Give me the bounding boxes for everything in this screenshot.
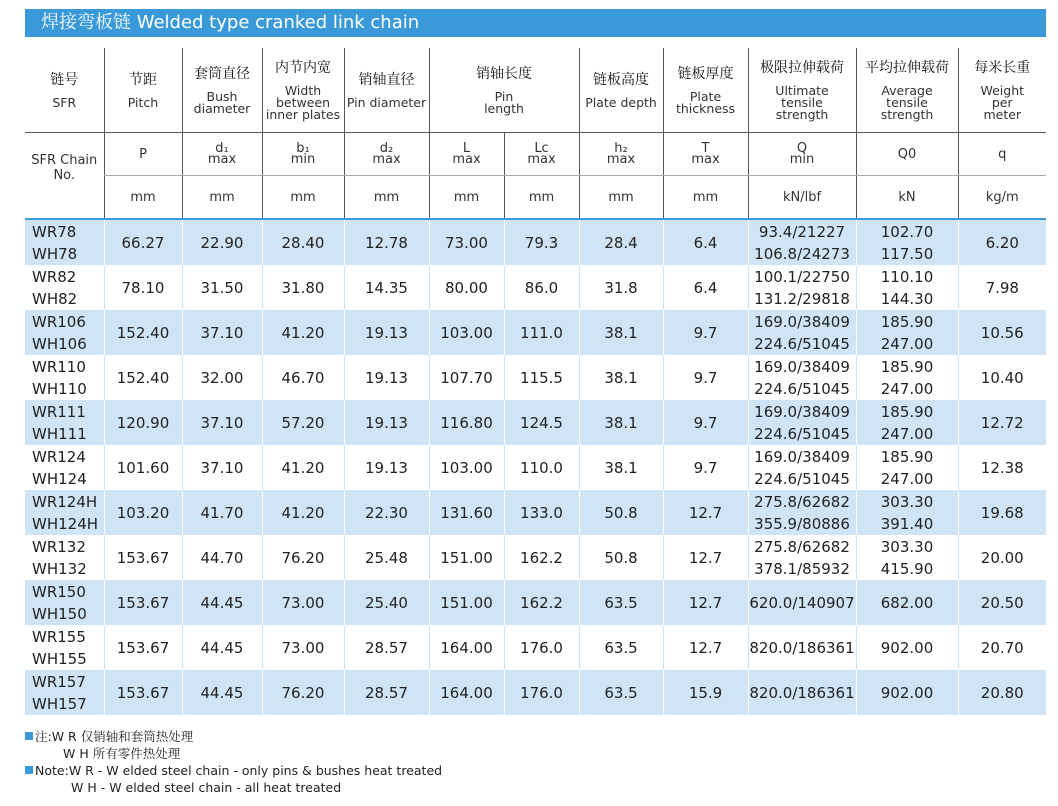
cell-pitch: 153.67 [104, 580, 182, 625]
cell-chain-no: WR150 WH150 [25, 580, 104, 625]
notes [25, 728, 442, 796]
cell-bush-diameter: 31.50 [182, 265, 262, 310]
cell-chain-no: WR157 WH157 [25, 670, 104, 715]
header-weight: 每米长重 Weight per meter [958, 48, 1046, 133]
cell-pin-diameter: 19.13 [344, 400, 429, 445]
cell-pin-diameter: 19.13 [344, 355, 429, 400]
cell-inner-width: 46.70 [262, 355, 344, 400]
cell-pin-diameter: 25.48 [344, 535, 429, 580]
cell-plate-depth: 63.5 [579, 580, 663, 625]
symbol-plate-depth: h₂ max [579, 133, 663, 176]
cell-pin-length-l: 107.70 [429, 355, 504, 400]
cell-pitch: 103.20 [104, 490, 182, 535]
cell-average-tensile: 303.30 415.90 [856, 535, 958, 580]
note-cn-2: W H 所有零件热处理 [63, 746, 181, 761]
header-bush-diameter: 套筒直径 Bush diameter [182, 48, 262, 133]
cell-plate-thickness: 6.4 [663, 219, 748, 265]
header-pin-length: 销轴长度 Pin length [429, 48, 579, 133]
cell-pin-length-lc: 124.5 [504, 400, 579, 445]
cell-inner-width: 41.20 [262, 490, 344, 535]
header-chain-no: 链号 SFR [25, 48, 104, 133]
cell-chain-no: WR106 WH106 [25, 310, 104, 355]
cell-plate-thickness: 9.7 [663, 355, 748, 400]
cell-inner-width: 31.80 [262, 265, 344, 310]
header-row-symbols [25, 133, 1046, 176]
cell-ultimate-tensile: 169.0/38409 224.6/51045 [748, 400, 856, 445]
cell-ultimate-tensile: 275.8/62682 355.9/80886 [748, 490, 856, 535]
cell-pin-length-l: 151.00 [429, 535, 504, 580]
cell-bush-diameter: 37.10 [182, 445, 262, 490]
cell-pin-length-lc: 110.0 [504, 445, 579, 490]
cell-pitch: 153.67 [104, 670, 182, 715]
cell-bush-diameter: 41.70 [182, 490, 262, 535]
cell-plate-thickness: 6.4 [663, 265, 748, 310]
unit-pin-length-lc: mm [504, 176, 579, 220]
cell-plate-depth: 28.4 [579, 219, 663, 265]
cell-pin-diameter: 25.40 [344, 580, 429, 625]
cell-bush-diameter: 32.00 [182, 355, 262, 400]
cell-weight: 20.80 [958, 670, 1046, 715]
cell-ultimate-tensile: 169.0/38409 224.6/51045 [748, 310, 856, 355]
cell-pitch: 153.67 [104, 535, 182, 580]
unit-plate-thickness: mm [663, 176, 748, 220]
cell-plate-depth: 38.1 [579, 355, 663, 400]
cell-inner-width: 76.20 [262, 670, 344, 715]
cell-plate-depth: 38.1 [579, 310, 663, 355]
table-row [25, 219, 1046, 265]
cell-weight: 20.50 [958, 580, 1046, 625]
note-cn-1: 注:W R 仅销轴和套筒热处理 [25, 728, 442, 745]
symbol-inner-width: b₁ min [262, 133, 344, 176]
cell-pin-length-l: 73.00 [429, 219, 504, 265]
cell-ultimate-tensile: 275.8/62682 378.1/85932 [748, 535, 856, 580]
cell-bush-diameter: 37.10 [182, 400, 262, 445]
cell-weight: 12.72 [958, 400, 1046, 445]
cell-bush-diameter: 37.10 [182, 310, 262, 355]
symbol-ultimate-tensile: Q min [748, 133, 856, 176]
cell-inner-width: 28.40 [262, 219, 344, 265]
cell-inner-width: 73.00 [262, 580, 344, 625]
cell-pin-length-l: 116.80 [429, 400, 504, 445]
cell-plate-thickness: 12.7 [663, 490, 748, 535]
table-body [25, 219, 1046, 715]
cell-inner-width: 57.20 [262, 400, 344, 445]
cell-average-tensile: 185.90 247.00 [856, 310, 958, 355]
unit-weight: kg/m [958, 176, 1046, 220]
header-pitch: 节距 Pitch [104, 48, 182, 133]
cell-chain-no: WR82 WH82 [25, 265, 104, 310]
cell-plate-thickness: 12.7 [663, 580, 748, 625]
note-en-1: Note:W R - W elded steel chain - only pins & bushes heat treated [25, 762, 442, 779]
cell-plate-thickness: 9.7 [663, 445, 748, 490]
symbol-pin-diameter: d₂ max [344, 133, 429, 176]
table-row [25, 670, 1046, 715]
chain-spec-table [25, 48, 1046, 715]
cell-pin-length-lc: 111.0 [504, 310, 579, 355]
cell-plate-thickness: 9.7 [663, 400, 748, 445]
table-row [25, 580, 1046, 625]
cell-pin-length-l: 103.00 [429, 445, 504, 490]
cell-pin-length-lc: 176.0 [504, 670, 579, 715]
cell-pin-length-l: 151.00 [429, 580, 504, 625]
header-ultimate-tensile: 极限拉伸载荷 Ultimate tensile strength [748, 48, 856, 133]
cell-plate-thickness: 15.9 [663, 670, 748, 715]
table-row [25, 265, 1046, 310]
cell-pitch: 120.90 [104, 400, 182, 445]
cell-chain-no: WR155 WH155 [25, 625, 104, 670]
cell-bush-diameter: 44.70 [182, 535, 262, 580]
unit-plate-depth: mm [579, 176, 663, 220]
cell-pin-length-lc: 115.5 [504, 355, 579, 400]
unit-inner-width: mm [262, 176, 344, 220]
table-row [25, 400, 1046, 445]
header-row-names [25, 48, 1046, 133]
table-row [25, 310, 1046, 355]
unit-ultimate-tensile: kN/lbf [748, 176, 856, 220]
cell-pitch: 66.27 [104, 219, 182, 265]
symbol-pitch: P [104, 133, 182, 176]
cell-pitch: 153.67 [104, 625, 182, 670]
cell-inner-width: 76.20 [262, 535, 344, 580]
cell-chain-no: WR78 WH78 [25, 219, 104, 265]
header-row-units [25, 176, 1046, 220]
cell-weight: 19.68 [958, 490, 1046, 535]
cell-weight: 12.38 [958, 445, 1046, 490]
cell-inner-width: 41.20 [262, 445, 344, 490]
cell-pin-length-lc: 86.0 [504, 265, 579, 310]
symbol-average-tensile: Q0 [856, 133, 958, 176]
cell-pin-length-l: 80.00 [429, 265, 504, 310]
cell-chain-no: WR110 WH110 [25, 355, 104, 400]
cell-average-tensile: 185.90 247.00 [856, 355, 958, 400]
cell-pin-length-l: 103.00 [429, 310, 504, 355]
cell-bush-diameter: 44.45 [182, 670, 262, 715]
cell-pin-diameter: 12.78 [344, 219, 429, 265]
cell-average-tensile: 185.90 247.00 [856, 445, 958, 490]
bullet-square-icon [25, 732, 33, 740]
symbol-weight: q [958, 133, 1046, 176]
cell-bush-diameter: 44.45 [182, 580, 262, 625]
cell-plate-depth: 38.1 [579, 445, 663, 490]
unit-average-tensile: kN [856, 176, 958, 220]
cell-average-tensile: 185.90 247.00 [856, 400, 958, 445]
cell-average-tensile: 303.30 391.40 [856, 490, 958, 535]
cell-pin-diameter: 28.57 [344, 625, 429, 670]
symbol-plate-thickness: T max [663, 133, 748, 176]
page-title: 焊接弯板链 Welded type cranked link chain [25, 9, 1046, 37]
header-inner-width: 内节内宽 Width between inner plates [262, 48, 344, 133]
cell-pin-length-lc: 162.2 [504, 580, 579, 625]
cell-weight: 20.00 [958, 535, 1046, 580]
table-row [25, 355, 1046, 400]
unit-pin-length-l: mm [429, 176, 504, 220]
cell-plate-thickness: 12.7 [663, 535, 748, 580]
cell-plate-depth: 63.5 [579, 625, 663, 670]
cell-plate-depth: 50.8 [579, 535, 663, 580]
unit-pitch: mm [104, 176, 182, 220]
cell-pin-length-l: 164.00 [429, 625, 504, 670]
cell-chain-no: WR111 WH111 [25, 400, 104, 445]
cell-ultimate-tensile: 820.0/186361 [748, 625, 856, 670]
cell-pin-length-lc: 176.0 [504, 625, 579, 670]
cell-pin-diameter: 28.57 [344, 670, 429, 715]
cell-inner-width: 41.20 [262, 310, 344, 355]
cell-average-tensile: 902.00 [856, 625, 958, 670]
table-row [25, 490, 1046, 535]
symbol-bush: d₁ max [182, 133, 262, 176]
cell-pitch: 78.10 [104, 265, 182, 310]
cell-ultimate-tensile: 169.0/38409 224.6/51045 [748, 355, 856, 400]
cell-pin-diameter: 19.13 [344, 445, 429, 490]
cell-plate-depth: 38.1 [579, 400, 663, 445]
cell-chain-no: WR132 WH132 [25, 535, 104, 580]
cell-plate-thickness: 12.7 [663, 625, 748, 670]
cell-chain-no: WR124H WH124H [25, 490, 104, 535]
cell-pitch: 152.40 [104, 355, 182, 400]
table-row [25, 535, 1046, 580]
cell-pitch: 101.60 [104, 445, 182, 490]
header-pin-diameter: 销轴直径 Pin diameter [344, 48, 429, 133]
header-plate-thickness: 链板厚度 Plate thickness [663, 48, 748, 133]
cell-chain-no: WR124 WH124 [25, 445, 104, 490]
cell-average-tensile: 902.00 [856, 670, 958, 715]
cell-ultimate-tensile: 100.1/22750 131.2/29818 [748, 265, 856, 310]
cell-pin-length-lc: 162.2 [504, 535, 579, 580]
cell-plate-depth: 50.8 [579, 490, 663, 535]
cell-bush-diameter: 22.90 [182, 219, 262, 265]
cell-pin-length-l: 131.60 [429, 490, 504, 535]
cell-pin-length-l: 164.00 [429, 670, 504, 715]
cell-plate-thickness: 9.7 [663, 310, 748, 355]
cell-plate-depth: 63.5 [579, 670, 663, 715]
cell-ultimate-tensile: 169.0/38409 224.6/51045 [748, 445, 856, 490]
cell-ultimate-tensile: 620.0/140907 [748, 580, 856, 625]
header-sfr-chain-no: SFR Chain No. [31, 153, 98, 183]
cell-average-tensile: 682.00 [856, 580, 958, 625]
cell-inner-width: 73.00 [262, 625, 344, 670]
table-row [25, 445, 1046, 490]
cell-pin-diameter: 14.35 [344, 265, 429, 310]
unit-pin-diameter: mm [344, 176, 429, 220]
unit-bush: mm [182, 176, 262, 220]
cell-weight: 20.70 [958, 625, 1046, 670]
cell-ultimate-tensile: 93.4/21227 106.8/24273 [748, 219, 856, 265]
symbol-pin-length-lc: Lc max [504, 133, 579, 176]
cell-pitch: 152.40 [104, 310, 182, 355]
cell-plate-depth: 31.8 [579, 265, 663, 310]
header-plate-depth: 链板高度 Plate depth [579, 48, 663, 133]
cell-pin-diameter: 19.13 [344, 310, 429, 355]
cell-bush-diameter: 44.45 [182, 625, 262, 670]
cell-weight: 10.56 [958, 310, 1046, 355]
cell-average-tensile: 110.10 144.30 [856, 265, 958, 310]
cell-pin-length-lc: 79.3 [504, 219, 579, 265]
cell-weight: 7.98 [958, 265, 1046, 310]
table-row [25, 625, 1046, 670]
cell-weight: 10.40 [958, 355, 1046, 400]
cell-average-tensile: 102.70 117.50 [856, 219, 958, 265]
cell-pin-diameter: 22.30 [344, 490, 429, 535]
cell-weight: 6.20 [958, 219, 1046, 265]
header-average-tensile: 平均拉伸载荷 Average tensile strength [856, 48, 958, 133]
symbol-pin-length-l: L max [429, 133, 504, 176]
note-en-2: W H - W elded steel chain - all heat treated [71, 780, 342, 795]
cell-ultimate-tensile: 820.0/186361 [748, 670, 856, 715]
cell-pin-length-lc: 133.0 [504, 490, 579, 535]
bullet-square-icon [25, 766, 33, 774]
